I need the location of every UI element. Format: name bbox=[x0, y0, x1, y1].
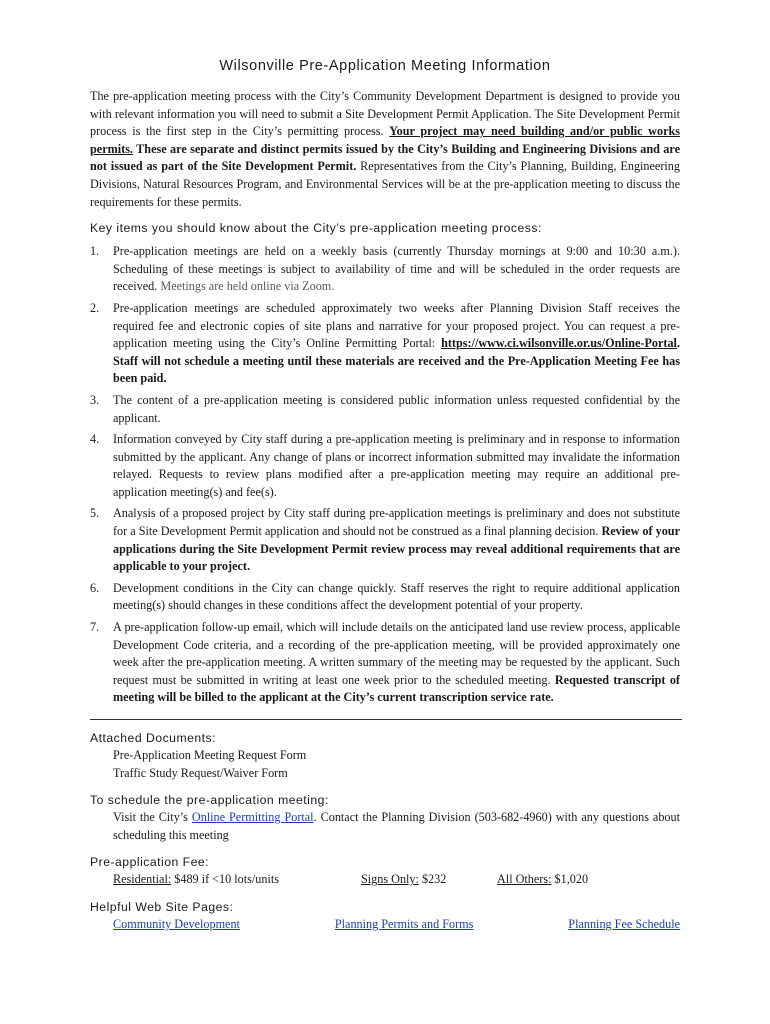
list-number: 4. bbox=[90, 432, 100, 447]
list-number: 5. bbox=[90, 506, 100, 521]
list-number: 6. bbox=[90, 580, 100, 595]
intro-text-2: Representatives from the City’s Planning, Building, Engineering Divisions, Natural Resources Program, and Environmental Services will be at the pre-application meeting to discuss the requirements for these permits. bbox=[90, 159, 680, 209]
list-item bbox=[90, 300, 680, 388]
list-item-text: Information conveyed by City staff during a pre-application meeting is preliminary and in response to information submitted by the applicant. Any change of plans or incorrect information submitted may invalidate the information relayed. Requests to review plans modified after a pre-application meeting may require an additional pre-application meeting(s) and fee(s). bbox=[113, 432, 680, 499]
intro-bold-text: These are separate and distinct permits issued by the City’s Building and Engineering Divisions and are not issued as part of the Site Development Permit. bbox=[90, 141, 680, 174]
fee-residential-label: Residential: bbox=[113, 872, 172, 887]
fee-residential bbox=[113, 871, 361, 889]
document-page bbox=[90, 0, 680, 934]
key-items-list bbox=[90, 243, 680, 707]
attached-documents-section bbox=[90, 730, 680, 782]
intro-permits-note: Your project may need building and/or public works permits. bbox=[90, 124, 680, 156]
helpful-pages-section bbox=[90, 899, 680, 934]
fee-heading: Pre-application Fee: bbox=[90, 855, 210, 870]
list-item-bold-text: . Staff will not schedule a meeting until these materials are received and the Pre-Application Meeting Fee has been paid. bbox=[113, 336, 680, 386]
list-item-text: Development conditions in the City can change quickly. Staff reserves the right to require additional application meeting(s) should changes in these conditions affect the development potential of your property. bbox=[113, 580, 680, 613]
schedule-post-text: . Contact the Planning Division (503-682-4960) with any questions about scheduling this meeting bbox=[113, 810, 681, 842]
intro-paragraph bbox=[90, 88, 680, 211]
attached-doc-item: Traffic Study Request/Waiver Form bbox=[113, 765, 288, 780]
schedule-heading: To schedule the pre-application meeting: bbox=[90, 793, 329, 808]
list-item-text: Analysis of a proposed project by City staff during pre-application meetings is preliminary and does not substitute for a Site Development Permit application and should not be construed as a final planning decision. bbox=[113, 506, 680, 539]
list-item bbox=[90, 392, 680, 427]
helpful-pages-heading: Helpful Web Site Pages: bbox=[90, 899, 234, 914]
intro-text-1: The pre-application meeting process with the City’s Community Development Department is designed to provide you with relevant information you will need to submit a Site Development Permit Application. The Site Development Permit process is the first step in the City’s permitting process. bbox=[90, 89, 680, 139]
zoom-note: Meetings are held online via Zoom. bbox=[160, 279, 335, 294]
community-development-link[interactable]: Community Development bbox=[113, 916, 240, 931]
list-item-text: Pre-application meetings are scheduled approximately two weeks after Planning Division Staff receives the required fee and electronic copies of site plans and narrative for your proposed project. You can request a pre-application meeting using the City’s Online Permitting Portal: bbox=[113, 300, 680, 351]
list-number: 3. bbox=[90, 392, 100, 407]
key-items-heading: Key items you should know about the City’s pre-application meeting process: bbox=[90, 221, 542, 236]
list-item-text: A pre-application follow-up email, which will include details on the anticipated land use review process, applicable Development Code criteria, and a recording of the pre-application meeting, will be provided approximately one week after the pre-application meeting. A written summary of the meeting may be requested by the applicant. Such request must be submitted in writing at least one week prior to the scheduled meeting. bbox=[113, 620, 680, 687]
list-item bbox=[90, 619, 680, 707]
fee-signs-label: Signs Only: bbox=[361, 872, 419, 887]
fee-section bbox=[90, 854, 680, 889]
fee-signs-value: $232 bbox=[418, 872, 447, 887]
online-permitting-portal-link[interactable]: Online Permitting Portal bbox=[191, 810, 314, 825]
list-item-text: The content of a pre-application meeting is considered public information unless requested confidential by the applicant. bbox=[113, 392, 680, 425]
list-item bbox=[90, 580, 680, 615]
schedule-text bbox=[90, 809, 680, 844]
fee-others-value: $1,020 bbox=[551, 872, 589, 887]
list-item-text: Pre-application meetings are held on a weekly basis (currently Thursday mornings at 9:00 and 10:30 a.m.). Scheduling of these meetings is subject to availability of time and will be scheduled in the order requests are received. bbox=[113, 244, 680, 294]
attached-documents-heading: Attached Documents: bbox=[90, 731, 217, 745]
helpful-links-row bbox=[90, 916, 680, 934]
fee-row bbox=[90, 871, 680, 889]
page-title: Wilsonville Pre-Application Meeting Information bbox=[219, 58, 551, 74]
section-divider bbox=[90, 719, 682, 720]
list-number: 1. bbox=[90, 244, 100, 259]
fee-others bbox=[497, 871, 588, 889]
fee-others-label: All Others: bbox=[497, 872, 552, 887]
list-number: 7. bbox=[90, 620, 100, 635]
schedule-pre-text: Visit the City’s bbox=[113, 810, 192, 825]
list-item bbox=[90, 505, 680, 575]
fee-signs bbox=[361, 871, 497, 889]
planning-fee-schedule-link[interactable]: Planning Fee Schedule bbox=[568, 916, 680, 931]
list-item-bold-text: Requested transcript of meeting will be billed to the applicant at the City’s current transcription service rate. bbox=[113, 672, 680, 705]
list-number: 2. bbox=[90, 300, 100, 315]
list-item bbox=[90, 243, 680, 296]
schedule-section bbox=[90, 792, 680, 844]
fee-residential-value: $489 if <10 lots/units bbox=[171, 872, 279, 887]
list-item bbox=[90, 431, 680, 501]
attached-doc-item: Pre-Application Meeting Request Form bbox=[113, 748, 307, 762]
online-portal-url-link[interactable]: https://www.ci.wilsonville.or.us/Online-Portal bbox=[441, 336, 677, 351]
list-item-bold-text: Review of your applications during the Site Development Permit review process may reveal additional requirements that are applicable to your project. bbox=[113, 524, 680, 574]
planning-permits-forms-link[interactable]: Planning Permits and Forms bbox=[334, 916, 474, 931]
